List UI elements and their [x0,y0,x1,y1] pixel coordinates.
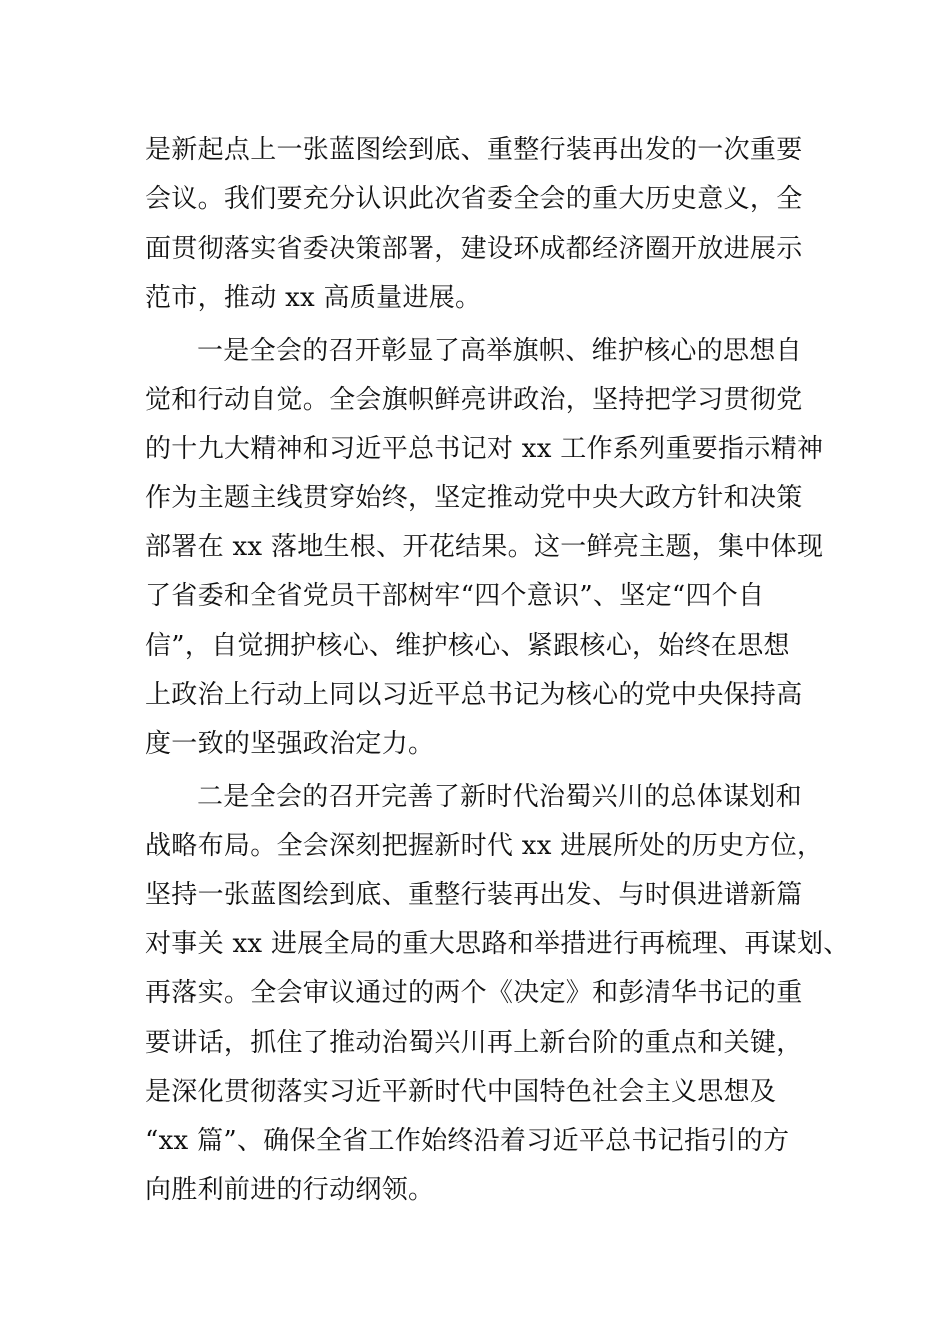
text-line: 坚持一张蓝图绘到底、重整行装再出发、与时俱进谱新篇 [145,880,803,910]
text-line: 觉和行动自觉。全会旗帜鲜亮讲政治，坚持把学习贯彻党 [145,385,803,415]
paragraph-first-line: 一是全会的召开彰显了高举旗帜、维护核心的思想自 [197,336,802,366]
text-line: “xx 篇”、确保全省工作始终沿着习近平总书记指引的方 [145,1126,790,1156]
text-line: 战略布局。全会深刻把握新时代 xx 进展所处的历史方位， [145,831,824,861]
text-line: 是新起点上一张蓝图绘到底、重整行装再出发的一次重要 [145,135,803,165]
text-line: 会议。我们要充分认识此次省委全会的重大历史意义，全 [145,184,803,214]
text-line: 范市，推动 xx 高质量进展。 [145,283,482,313]
text-line: 是深化贯彻落实习近平新时代中国特色社会主义思想及 [145,1077,777,1107]
text-line: 面贯彻落实省委决策部署，建设环成都经济圈开放进展示 [145,234,803,264]
text-line: 了省委和全省党员干部树牢“四个意识”、坚定“四个自 [145,581,765,611]
text-line: 部署在 xx 落地生根、开花结果。这一鲜亮主题，集中体现 [145,532,824,562]
text-line: 信”，自觉拥护核心、维护核心、紧跟核心，始终在思想 [145,631,790,661]
text-line: 向胜利前进的行动纲领。 [145,1175,435,1205]
text-line: 作为主题主线贯穿始终，坚定推动党中央大政方针和决策 [145,483,803,513]
text-line: 度一致的坚强政治定力。 [145,729,435,759]
text-line: 再落实。全会审议通过的两个《决定》和彭清华书记的重 [145,978,803,1008]
text-line: 的十九大精神和习近平总书记对 xx 工作系列重要指示精神 [145,434,824,464]
paragraph-first-line: 二是全会的召开完善了新时代治蜀兴川的总体谋划和 [197,782,802,812]
text-line: 上政治上行动上同以习近平总书记为核心的党中央保持高 [145,680,803,710]
text-line: 对事关 xx 进展全局的重大思路和举措进行再梳理、再谋划、 [145,929,850,959]
text-line: 要讲话，抓住了推动治蜀兴川再上新台阶的重点和关键， [145,1028,803,1058]
